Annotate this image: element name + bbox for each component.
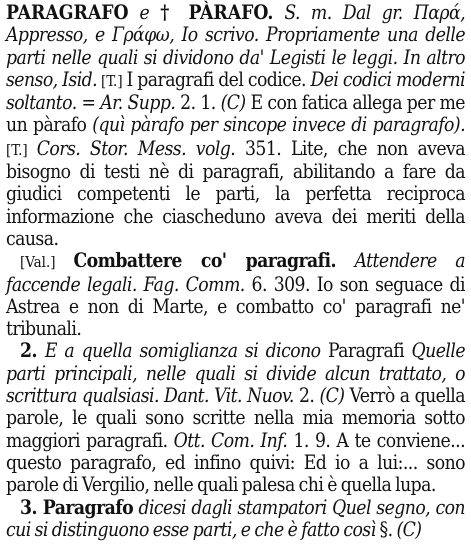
- entry-headword: PARAGRAFO: [6, 1, 129, 24]
- text-run: 351. Lite, che non aveva bisogno di testi nè di paragrafi, abilitando a fare da giudici competenti le parti, la perfetta reciproca informazione che ciascheduno aveva dei meriti della causa.: [6, 136, 465, 250]
- text-run: S. m. Dal gr. Παρά, Appresso, e Γράφω, Io scrivo. Propriamente una delle parti nelle quali si dividono da' Legisti le leggi. In altro senso, Isid.: [6, 1, 465, 91]
- entry-paragraph-sense-2: [6, 340, 465, 496]
- text-run: §.: [375, 517, 397, 541]
- text-run: 6. 309. Io son seguace di Astrea e non di Marte, e combatto co' paragrafi ne' tribunali.: [6, 272, 465, 341]
- text-run: Cors. Stor. Mess. volg.: [36, 136, 236, 160]
- entry-sense-3-text: [6, 496, 465, 541]
- text-run: [Val.]: [20, 253, 74, 272]
- text-run: Attendere a faccende legali. Fag. Comm.: [6, 249, 465, 296]
- text-run: dicesi dagli stampatori Quel segno, con cui si distinguono esse parti, e che è fatto così: [6, 495, 465, 541]
- text-run: Paragrafi: [320, 339, 412, 363]
- text-run: (C): [396, 517, 422, 541]
- entry-sense-2-text: [6, 339, 465, 496]
- text-run: E con fatica allega per me un pàrafo: [6, 91, 465, 137]
- entry-usage-text: [6, 249, 465, 340]
- text-run: 1. 9. A te conviene... questo paragrafo, ed infino quivi: Ed io a lui:... sono parole di Vergilio, nelle quali palesa chi è quella lupa.: [6, 428, 466, 497]
- text-run: Combattere co' paragrafi.: [73, 249, 336, 273]
- entry-variant-headword: † PÀRAFO.: [160, 1, 274, 24]
- text-run: Dei codici moderni soltanto. = Ar. Supp.: [6, 67, 466, 115]
- text-run: (quì pàrafo per sincope invece di paragrafo).: [92, 113, 465, 137]
- entry-paragraph-usage: [6, 250, 465, 340]
- entry-paragraph-definition: [6, 2, 465, 250]
- text-run: Verrò a quella parole, le quali sono scritte nella mia memoria sotto maggiori paragrafi.: [6, 384, 465, 452]
- entry-paragraph-sense-3: [6, 497, 465, 542]
- text-run: 2.: [293, 384, 320, 408]
- text-run: 2.: [20, 339, 45, 363]
- dictionary-entry: [6, 2, 465, 541]
- text-run: Ott. Com. Inf.: [173, 428, 288, 452]
- text-run: [T.]: [6, 140, 37, 159]
- text-run: E a quella somiglianza si dicono: [44, 339, 321, 363]
- text-run: Quelle parti principali, nelle quali si divide alcun trattato, o scrittura qualsiasi. Dant. Vit. Nuov.: [6, 339, 465, 408]
- text-run: 2. 1.: [180, 91, 221, 115]
- text-run: 3. Paragrafo: [20, 495, 134, 519]
- text-run: (C): [220, 91, 246, 115]
- text-run: [T.]: [97, 71, 127, 90]
- text-run: (C): [319, 384, 345, 408]
- entry-conjunction: e: [128, 1, 161, 24]
- text-run: I paragrafi del codice.: [126, 67, 306, 91]
- entry-definition-text: [6, 1, 465, 250]
